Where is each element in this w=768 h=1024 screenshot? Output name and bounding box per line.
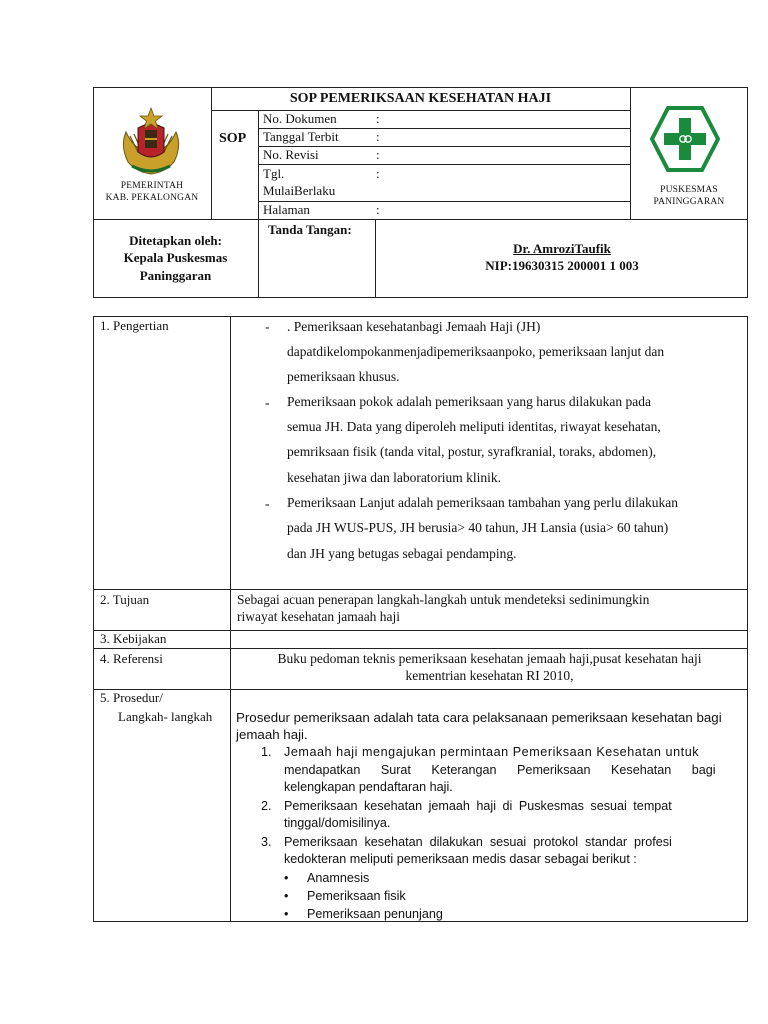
step-3-l2: kedokteran meliputi pemeriksaan medis dasar sebagai berikut : bbox=[284, 852, 637, 866]
sub-item-anamnesis: Anamnesis bbox=[307, 871, 370, 885]
field-label-mulai-berlaku: MulaiBerlaku bbox=[263, 183, 336, 198]
bullet-dash: - bbox=[265, 496, 270, 511]
approval-line3: Paninggaran bbox=[139, 268, 212, 283]
section-label-prosedur: 5. Prosedur/ bbox=[100, 690, 163, 705]
field-label-no-dokumen: No. Dokumen bbox=[263, 111, 337, 126]
approval-line1: Ditetapkan oleh: bbox=[129, 233, 222, 248]
step-number: 2. bbox=[261, 799, 272, 813]
left-org-line1: PEMERINTAH bbox=[120, 181, 184, 191]
tujuan-line1: Sebagai acuan penerapan langkah-langkah untuk mendeteksi sedinimungkin bbox=[237, 592, 650, 607]
pengertian-b2-l3: pemriksaan fisik (tanda vital, postur, syrafkranial, toraks, abdomen), bbox=[287, 444, 657, 459]
step-number: 1. bbox=[261, 745, 272, 759]
section-label-kebijakan: 3. Kebijakan bbox=[100, 631, 167, 646]
puskesmas-logo-icon bbox=[650, 106, 720, 172]
bullet-dash: - bbox=[265, 395, 270, 410]
field-label-tanggal-terbit: Tanggal Terbit bbox=[263, 129, 339, 144]
referensi-line2: kementrian kesehatan RI 2010, bbox=[405, 668, 574, 683]
prosedur-intro-l1: Prosedur pemeriksaan adalah tata cara pelaksanaan pemeriksaan kesehatan bagi bbox=[236, 710, 722, 725]
pengertian-b3-l2: pada JH WUS-PUS, JH berusia> 40 tahun, JH Lansia (usia> 60 tahun) bbox=[287, 520, 669, 535]
right-org-line2: PANINGGARAN bbox=[653, 197, 725, 207]
pengertian-b2-l2: semua JH. Data yang diperoleh meliputi identitas, riwayat kesehatan, bbox=[287, 419, 661, 434]
pengertian-b2-l4: kesehatan jiwa dan laboratorium klinik. bbox=[287, 470, 502, 485]
left-org-line2: KAB. PEKALONGAN bbox=[105, 193, 199, 203]
prosedur-intro-l2: jemaah haji. bbox=[236, 727, 308, 742]
sub-bullet: • bbox=[284, 871, 289, 885]
signer-name: Dr. AmroziTaufik bbox=[513, 241, 611, 256]
step-number: 3. bbox=[261, 835, 272, 849]
field-label-no-revisi: No. Revisi bbox=[263, 147, 319, 162]
document-title: SOP PEMERIKSAAN KESEHATAN HAJI bbox=[289, 91, 552, 106]
sop-label: SOP bbox=[219, 131, 247, 146]
sub-item-pemeriksaan-fisik: Pemeriksaan fisik bbox=[307, 889, 406, 903]
field-label-halaman: Halaman bbox=[263, 202, 310, 217]
referensi-line1: Buku pedoman teknis pemeriksaan kesehatan jemaah haji,pusat kesehatan haji bbox=[277, 651, 702, 666]
sub-item-pemeriksaan-penunjang: Pemeriksaan penunjang bbox=[307, 907, 443, 921]
pengertian-b3-l3: dan JH yang betugas sebagai pendamping. bbox=[287, 546, 517, 561]
pengertian-b1-l1: . Pemeriksaan kesehatanbagi Jemaah Haji (JH) bbox=[287, 319, 541, 334]
field-sep: : bbox=[376, 129, 380, 144]
field-sep: : bbox=[376, 202, 380, 217]
pengertian-b1-l3: pemeriksaan khusus. bbox=[287, 369, 400, 384]
step-1-l1: Jemaah haji mengajukan permintaan Pemeriksaan Kesehatan untuk bbox=[284, 745, 700, 759]
step-1-l2: mendapatkan Surat Keterangan Pemeriksaan Kesehatan bagi bbox=[284, 763, 716, 777]
tujuan-line2: riwayat kesehatan jamaah haji bbox=[237, 609, 401, 624]
approval-line2: Kepala Puskesmas bbox=[123, 250, 228, 265]
field-sep: : bbox=[376, 147, 380, 162]
section-label-referensi: 4. Referensi bbox=[100, 651, 163, 666]
field-sep: : bbox=[376, 166, 380, 181]
signature-label: Tanda Tangan: bbox=[268, 222, 352, 237]
sub-bullet: • bbox=[284, 907, 289, 921]
field-label-tgl: Tgl. bbox=[263, 166, 285, 181]
bullet-dash: - bbox=[265, 319, 270, 334]
step-2-l2: tinggal/domisilinya. bbox=[284, 816, 391, 830]
section-label-tujuan: 2. Tujuan bbox=[100, 592, 150, 607]
sub-bullet: • bbox=[284, 889, 289, 903]
pengertian-b1-l2: dapatdikelompokanmenjadipemeriksaanpoko, pemeriksaan lanjut dan bbox=[287, 344, 665, 359]
section-label-langkah: Langkah- langkah bbox=[118, 709, 213, 724]
signer-nip: NIP:19630315 200001 1 003 bbox=[485, 258, 639, 273]
right-org-line1: PUSKESMAS bbox=[660, 185, 718, 195]
section-label-pengertian: 1. Pengertian bbox=[100, 318, 169, 333]
pengertian-b2-l1: Pemeriksaan pokok adalah pemeriksaan yang harus dilakukan pada bbox=[287, 394, 651, 409]
step-3-l1: Pemeriksaan kesehatan dilakukan sesuai protokol standar profesi bbox=[284, 835, 672, 849]
pengertian-b3-l1: Pemeriksaan Lanjut adalah pemeriksaan tambahan yang perlu dilakukan bbox=[287, 495, 678, 510]
kabupaten-pekalongan-emblem-icon bbox=[118, 106, 184, 178]
field-sep: : bbox=[376, 111, 380, 126]
step-1-l3: kelengkapan pendaftaran haji. bbox=[284, 780, 453, 794]
step-2-l1: Pemeriksaan kesehatan jemaah haji di Puskesmas sesuai tempat bbox=[284, 799, 672, 813]
